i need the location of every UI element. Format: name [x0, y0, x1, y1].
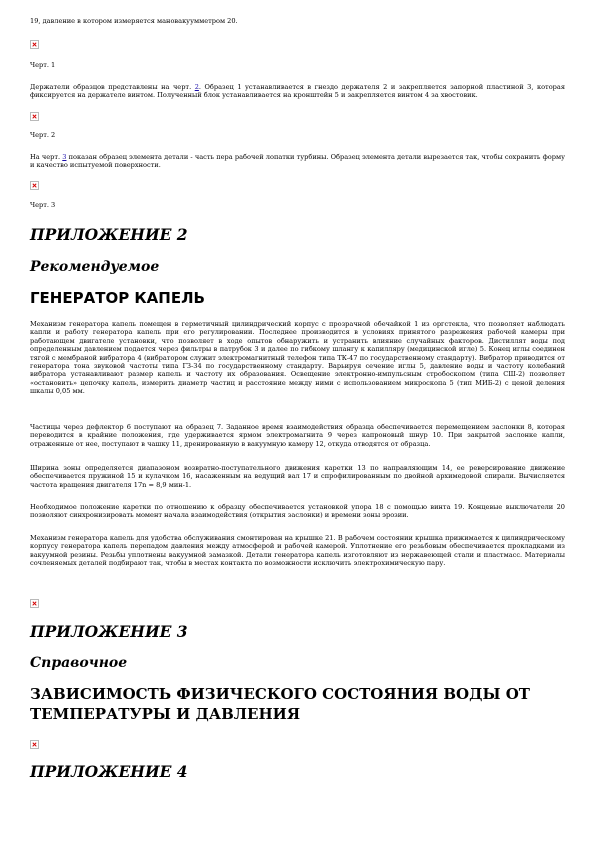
- generator-paragraph-4: Необходимое положение каретки по отношению к образцу обеспечивается установкой упора 18 с помощью винта 19. Концевые выключатели 20 позволяют синхронизировать момент начала взаимодействия (открытия заслонки) и времени зоны эрозии.: [30, 503, 565, 520]
- heading-line: ТЕМПЕРАТУРЫ И ДАВЛЕНИЯ: [30, 705, 301, 723]
- figure-caption-1: Черт. 1: [30, 61, 56, 69]
- appendix-2-subtitle: Рекомендуемое: [30, 259, 160, 275]
- appendix-2-title: ПРИЛОЖЕНИЕ 2: [30, 225, 188, 244]
- figure-caption-3: Черт. 3: [30, 201, 56, 209]
- appendix-2-heading: ГЕНЕРАТОР КАПЕЛЬ: [30, 289, 205, 307]
- generator-paragraph-3: Ширина зоны определяется диапазоном возвратно-поступательного движения каретки 13 по направляющим 14, ее реверсирование движение обеспечивается пружиной 15 и кулачком 16, насаженным на ведущий вал 17 и спрофилированным по двойной архимедовой спирали. Вычисляется частота вращения двигателя 17n = 8,9 мин-1.: [30, 464, 565, 489]
- broken-image-icon: [30, 112, 39, 121]
- figure-2-link[interactable]: 2: [194, 83, 199, 91]
- appendix-3-title: ПРИЛОЖЕНИЕ 3: [30, 622, 188, 641]
- paragraph-text: На черт.: [30, 153, 63, 161]
- paragraph-text: Держатели образцов представлены на черт.: [30, 83, 195, 91]
- paragraph-holders: [30, 83, 565, 100]
- broken-image-icon: [30, 40, 39, 49]
- paragraph-sample: [30, 153, 565, 170]
- paragraph-text: показан образец элемента детали - часть пера рабочей лопатки турбины. Образец элемента детали вырезается так, чтобы сохранить форму и качество испытуемой поверхности.: [30, 153, 565, 170]
- top-text-line: 19, давление в котором измеряется мановакуумметром 20.: [30, 17, 238, 25]
- generator-paragraph-1: Механизм генератора капель помещен в герметичный цилиндрический корпус с прозрачной обечайкой 1 из оргстекла, что позволяет наблюдать капли и работу генератора капель при его регулировании. Последнее производится в условиях принятого разрежения рабочей камеры при работающем двигателе установки, что позволяет в ходе опытов обнаружить и устранить влияние случайных факторов. Дистиллят воды под определенным давлением подается через фильтры в патрубок 3 и далее по гибкому шлангу к капилляру (медицинской игле) 5. Конец иглы соединен тягой с мембраной вибратора 4 (вибратором служит электромагнитный телефон типа ТК-47 по государственному стандарту). Вибратор приводится от генератора тона звуковой частоты типа ГЗ-34 по государственному стандарту. Варьируя сечение иглы 5, давление воды и частоту колебаний вибратора устанавливают размер капель и частоту их образования. Освещение электронно-импульсным стробоскопом (типа СШ-2) позволяет «остановить» цепочку капель, измерить диаметр частиц и расстояние между ними с использованием микроскопа 5 (тип МИБ-2) с ценой деления шкалы 0,05 мм.: [30, 320, 565, 396]
- broken-image-icon: [30, 740, 39, 749]
- appendix-4-title: ПРИЛОЖЕНИЕ 4: [30, 762, 188, 781]
- generator-paragraph-2: Частицы через дефлектор 6 поступают на образец 7. Заданное время взаимодействия образца обеспечивается перемещением заслонки 8, которая переводится в крайние положения, где удерживается ярмом электромагнита 9 через капроновый шнур 10. При закрытой заслонке капли, отраженные от нее, поступают в чашку 11, дренированную в вакуумную камеру 12, откуда отводятся от образца.: [30, 423, 565, 448]
- appendix-3-subtitle: Справочное: [30, 655, 128, 671]
- appendix-3-heading: [30, 684, 565, 724]
- paragraph-text: . Образец 1 устанавливается в гнездо держателя 2 и закрепляется запорной пластиной 3, которая фиксируется на держателе винтом. Полученный блок устанавливается на кронштейн 5 и закрепляется винтом 4 за хвостовик.: [30, 83, 565, 100]
- broken-image-icon: [30, 181, 39, 190]
- generator-paragraph-5: Механизм генератора капель для удобства обслуживания смонтирован на крышке 21. В рабочем состоянии крышка прижимается к цилиндрическому корпусу генератора капель перепадом давления между атмосферой и рабочей камерой. Уплотнение его резьбовым обеспечивается прокладками из вакуумной резины. Резьбы уплотнены вакуумной замазкой. Детали генератора капель изготовляют из нержавеющей стали и пластмасс. Материалы сочленяемых деталей подбирают так, чтобы в местах контакта по возможности исключить электрохимическую пару.: [30, 534, 565, 568]
- figure-3-link[interactable]: 3: [62, 153, 67, 161]
- heading-line: ЗАВИСИМОСТЬ ФИЗИЧЕСКОГО СОСТОЯНИЯ ВОДЫ ОТ: [30, 685, 530, 703]
- broken-image-icon: [30, 599, 39, 608]
- figure-caption-2: Черт. 2: [30, 131, 56, 139]
